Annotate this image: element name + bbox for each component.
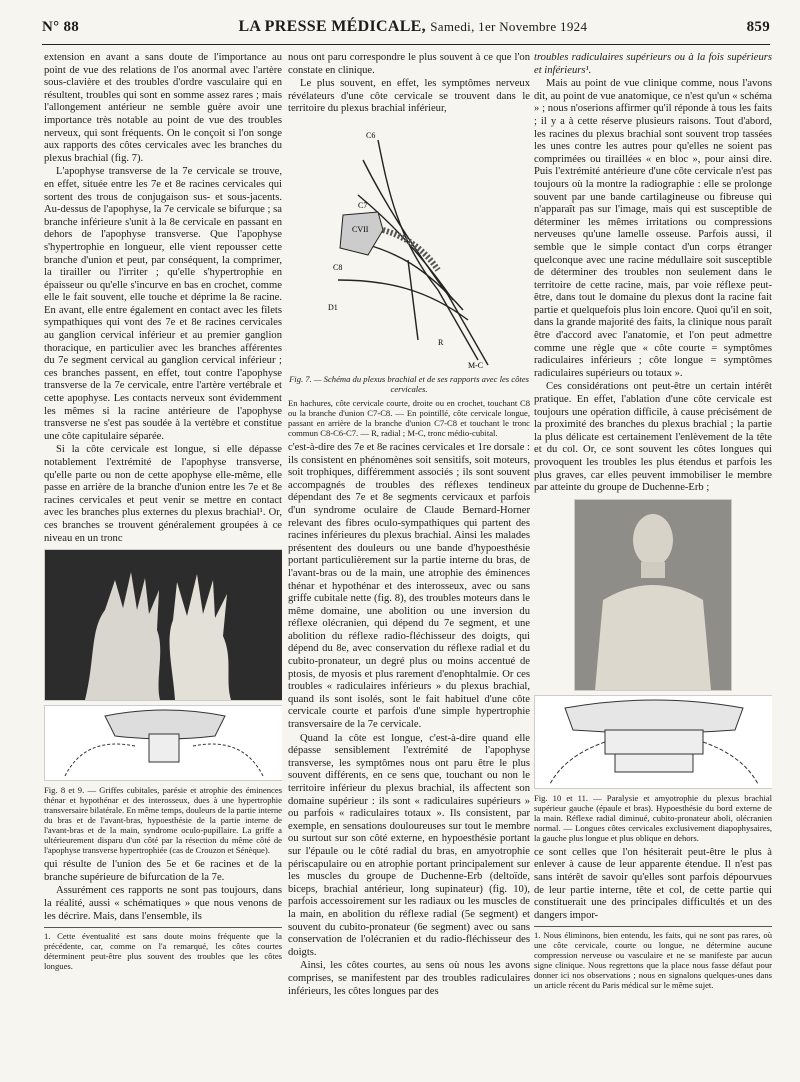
figure-10-patient-photo (574, 499, 732, 691)
paragraph: L'apophyse transverse de la 7e cervicale se trouve, en effet, située entre les 7e et 8e racines cervicales qui sortent des trous de conjugaison sus- et sous-jacents. Au-dessus de l'apophyse, la 7e cervicale se bifurque ; sa branche inférieure s'unit à la 8e cervicale en passant en dehors de l'apophyse transverse. Que l'apophyse s'hypertrophie en longueur, elle vient repousser cette branche d'union et peut, par conséquent, la comprimer, la tirailler ou l'irriter ; qu'elle s'hypertrophie en épaisseur ou qu'elle s'incurve en bas en crochet, comme elle le fait souvent, elle touche et déprime la 8e racine. En avant, elle entre également en contact avec les filets sympathiques qui vont des 7e et 8e racines cervicales au ganglion cervical inférieur et au premier ganglion thoracique, en particulier avec les branches afférentes du 7e segment cervical au ganglion cervical inférieur ; ces branches passent, en effet, tout contre l'apophyse transverse de la 7e cervicale, entre l'artère vertébrale et cette apophyse. Les contacts nerveux sont évidemment les mêmes si la racine antérieure de l'apophyse transverse ne s'est pas soudée à la vertèbre et constitue une côte capitulaire séparée. (44, 166, 282, 442)
figure-10-11-caption: Fig. 10 et 11. — Paralysie et amyotrophie du plexus brachial supérieur gauche (épaule et bras). Hypoesthésie du bord externe de la main. Réflexe radial diminué, cubito-pronateur aboli, olécranien normal. — Longues côtes cervicales exclusivement diapophysaires, la gauche plus longue et plus oblique en dehors. (534, 792, 772, 843)
paragraph: Quand la côte est longue, c'est-à-dire quand elle dépasse sensiblement l'extrémité de l'apophyse transverse, les symptômes nous ont paru être le plus souvent différents, en ce sens que, touchant ou non le territoire inférieur du plexus brachial, ils affectent son domaine supérieur : ils sont « radiculaires supérieurs » ou parfois « radiculaires totaux ». Ils consistent, par exemple, en sensations douloureuses sur tout le membre ou surtout sur son côté externe, en hypoesthésie portant sur l'épaule ou le côté radial du bras, en amyotrophie périscapulaire ou en atrophie portant principalement sur les muscles du groupe de Duchenne-Erb (deltoïde, biceps, brachial antérieur, long supinateur) (fig. 10), parfois accessoirement sur les radiaux ou les muscles de la main, en abolition du réflexe radial (5e segment) et souvent du cubito-pronateur (6e segment) avec ou sans conservation de l'olécranien et du radio-fléchisseur des doigts. (288, 732, 530, 958)
fig7-label-r: R (438, 337, 444, 347)
patient-photo (575, 500, 731, 690)
figure-8-9-caption: Fig. 8 et 9. — Griffes cubitales, parésie et atrophie des éminences thénar et hypothénar et des interosseux, dues à une hypertrophie transversaire bilatérale. En même temps, douleurs de la partie interne du bras et de l'avant-bras, hypoesthésie de la partie interne de l'avant-bras et de la main, syndrome oculo-pupillaire. La griffe a ultérieurement disparu d'un côté par la résection du même côté de l'apophyse transverse hypertrophiée (cas de Crouzon et Sénèque). (44, 785, 282, 856)
paragraph: Mais au point de vue clinique comme, nous l'avons dit, au point de vue anatomique, ce n'est qu'un « schéma » ; nous n'oserions affirmer qu'il réponde à tous les faits ; il y a à cette réserve plusieurs raisons. Tout d'abord, les racines du plexus brachial sont souvent trop tassées les unes contre les autres pour qu'elles ne soient pas comprimées ou tiraillées « en bloc », pour ainsi dire. Puis l'extrémité antérieure d'une côte cervicale n'est pas toujours où la montre la radiographie : elle se prolonge souvent par une bande cartilagineuse ou fibreuse qui n'apparaît pas sur l'image, mais qui est susceptible de déterminer les mêmes irritations ou compressions nerveuses qu'une lamelle osseuse. Parfois aussi, il semble que le simple contact d'un corps étranger quelconque avec une racine médullaire soit susceptible de déterminer des troubles non seulement dans le territoire de cette racine, mais, par voie réflexe peut-être, dans tout le domaine du plexus dont la racine fait partie et quelquefois plus loin encore. Quoi qu'il en soit, dans la grande majorité des faits, la clinique nous paraît être d'accord avec l'anatomie, et l'on peut admettre comme une règle que « côte courte = symptômes radiculaires inférieurs ; côte longue = symptômes radiculaires supérieurs ou totaux ». (534, 78, 772, 379)
journal-name: LA PRESSE MÉDICALE, (238, 18, 426, 35)
column-1 (44, 52, 282, 1062)
figure-9-vertebra-diagram (44, 705, 282, 781)
fig7-label-mc: M-C (468, 360, 484, 370)
cervical-ribs-schema (535, 696, 772, 788)
fig7-label-d1: D1 (328, 302, 338, 312)
column-2 (288, 52, 530, 1062)
page-number: 859 (746, 19, 770, 35)
paragraph: qui résulte de l'union des 5e et 6e racines et de la branche supérieure de bifurcation de la 7e. (44, 859, 282, 883)
paragraph: ce sont celles que l'on hésiterait peut-être le plus à enlever à cause de leur apparente étendue. Il n'est pas sans intérêt de savoir qu'elles sont parfois dépourvues de leur partie interne, tête et col, de cette partie qui constituerait une des principales difficultés et un des dangers impor- (534, 846, 772, 921)
paragraph: Le plus souvent, en effet, les symptômes nerveux révélateurs d'une côte cervicale se trouvent dans le territoire du plexus brachial inférieur, (288, 78, 530, 115)
paragraph: extension en avant a sans doute de l'importance au point de vue des relations de l'os anormal avec l'artère sous-clavière et des troubles d'ordre vasculaire qui en résultent, troubles qui sont en somme assez rares ; mais l'allongement antérieur ne semble guère avoir une importance très notable au point de vue des troubles nerveux, qui sont fréquents. On le conçoit si l'on songe aux rapports des côtes cervicales avec les branches du plexus brachial (fig. 7). (44, 52, 282, 164)
paragraph: nous ont paru correspondre le plus souvent à ce que l'on constate en clinique. (288, 52, 530, 76)
figure-11-cervical-ribs-diagram (534, 695, 772, 789)
issue-number: N° 88 (42, 19, 80, 35)
paragraph: Ainsi, les côtes courtes, au sens où nous les avons comprises, se manifestent par des troubles radiculaires inférieurs, les côtes longues par des (288, 960, 530, 997)
hands-illustration (45, 550, 282, 700)
brachial-plexus-schema (288, 120, 530, 370)
figure-7-plexus-diagram (288, 120, 530, 370)
fig7-label-c7: C7 (358, 200, 368, 210)
vertebra-diagram (45, 706, 282, 780)
paragraph: c'est-à-dire des 7e et 8e racines cervicales et 1re dorsale : ils consistent en phénomènes soit sensitifs, soit moteurs, soit trophiques, différemment associés ; ils sont souvent accompagnés de troubles des réflexes tendineux dépendant des 7e et 8e segments cervicaux et parfois d'un syndrome oculaire de Claude Bernard-Horner relevant des fibres oculo-sympathiques qui partent des racines inférieures du plexus brachial. Ainsi les malades présentent des douleurs ou une bande d'hypoesthésie portant particulièrement sur la partie interne du bras, de l'avant-bras ou de la main, une atrophie des éminences thénar et hypothénar et des interosseux, avec ou sans griffe cubitale nette (fig. 8), des troubles moteurs dans le même domaine, une abolition ou une inversion du réflexe olécranien, qui dépend du 7e segment, et une abolition du réflexe radio-fléchisseur des doigts, qui dépend du 8e, avec conservation du réflexe radial et du cubito-pronateur, un degré plus ou moins accentué de ptosis, de myosis et plus rarement d'enophtalmie. Or ces troubles « radiculaires inférieurs » du plexus brachial, quand ils sont isolés, sont le fait habituel d'une côte cervicale courte et parfois d'une simple hypertrophie transversaire de la 7e cervicale. (288, 441, 530, 731)
paragraph: Ces considérations ont peut-être un certain intérêt pratique. En effet, l'ablation d'une côte cervicale est toujours une opération difficile, à cause précisément de la proximité des branches du plexus brachial ; la partie la plus délicate est certainement l'enlèvement de la tête et du col. Or, ce sont souvent les côtes longues qui provoquent les troubles les plus étendus et parfois les plus graves, car elles peuvent immobiliser le membre par atteinte du groupe de Duchenne-Erb ; (534, 381, 772, 494)
figure-7-caption-body: En hachures, côte cervicale courte, droite ou en crochet, touchant C8 ou la branche d'union C7-C8. — En pointillé, côte cervicale longue, passant en arrière de la branche d'union C7-C8 et touchant le tronc commun C8-C6-C7. — R, radial ; M-C, tronc médio-cubital. (288, 397, 530, 438)
fig7-label-c8: C8 (333, 262, 343, 272)
column-3 (534, 52, 772, 1062)
paragraph: troubles radiculaires supérieurs ou à la fois supérieurs et inférieurs¹. (534, 52, 772, 76)
figure-7-caption-title: Fig. 7. — Schéma du plexus brachial et de ses rapports avec les côtes cervicales. (289, 373, 529, 394)
footnote: 1. Cette éventualité est sans doute moins fréquente que la précédente, car, comme on l'a remarqué, les côtes courtes déterminent peut-être plus souvent des troubles que les côtes longues. (44, 927, 282, 971)
paragraph: Assurément ces rapports ne sont pas toujours, dans la réalité, aussi « schématiques » que nous venons de les décrire. Mais, dans l'ensemble, ils (44, 885, 282, 922)
header-rule (42, 44, 770, 45)
figure-8-hands-photo (44, 549, 282, 701)
journal-title (238, 18, 587, 36)
footnote: 1. Nous éliminons, bien entendu, les faits, qui ne sont pas rares, où une côte cervicale, courte ou longue, ne détermine aucune compression nerveuse ou vasculaire et ne se manifeste par aucun signe clinique. Nous regrettons que la place nous fasse défaut pour donner ici nos observations ; nous en signalons quelques-unes dans un article récent du Paris médical sur le même sujet. (534, 926, 772, 990)
page-header (42, 18, 770, 42)
paragraph: Si la côte cervicale est longue, si elle dépasse notablement l'extrémité de l'apophyse transverse, qu'elle parte ou non de cette apophyse elle-même, elle passe en arrière de la branche d'union entre les 7e et 8e racines cervicales et peut venir se mettre en contact avec les branches plus externes du plexus brachial¹. Or, ces branches se trouvent généralement groupées à ce niveau en un tronc (44, 444, 282, 544)
issue-date: Samedi, 1er Novembre 1924 (430, 19, 588, 34)
fig7-label-cvii: CVII (352, 224, 369, 234)
fig7-label-c6: C6 (366, 130, 376, 140)
